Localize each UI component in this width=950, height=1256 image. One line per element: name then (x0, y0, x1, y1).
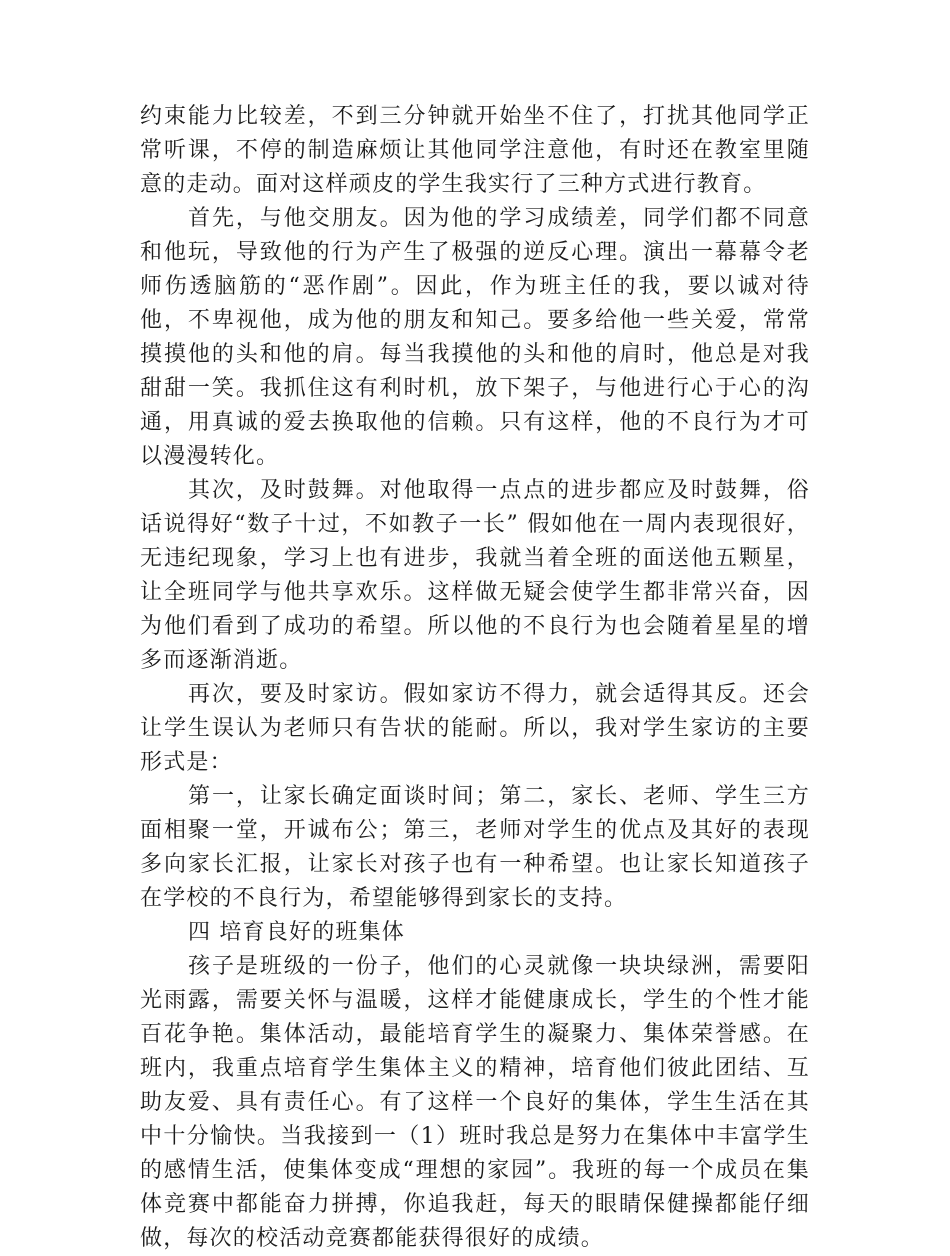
paragraph-visit-steps: 第一，让家长确定面谈时间；第二，家长、老师、学生三方面相聚一堂，开诚布公；第三，老师对学生的优点及其好的表现多向家长汇报，让家长对孩子也有一种希望。也让家长知道孩子在学校的不良行为，希望能够得到家长的支持。 (140, 784, 810, 911)
paragraph-home-visit: 再次，要及时家访。假如家访不得力，就会适得其反。还会让学生误认为老师只有告状的能耐。所以，我对学生家访的主要形式是： (140, 682, 810, 775)
paragraph-class-collective: 孩子是班级的一份子，他们的心灵就像一块块绿洲，需要阳光雨露，需要关怀与温暖，这样才能健康成长，学生的个性才能百花争艳。集体活动，最能培育学生的凝聚力、集体荣誉感。在班内，我重点培育学生集体主义的精神，培育他们彼此团结、互助友爱、具有责任心。有了这样一个良好的集体，学生生活在其中十分愉快。当我接到一（1）班时我总是努力在集体中丰富学生的感情生活，使集体变成“理想的家园”。我班的每一个成员在集体竞赛中都能奋力拼搏，你追我赶，每天的眼睛保健操都能仔细做，每次的校活动竞赛都能获得很好的成绩。 (140, 954, 810, 1251)
paragraph-continuation: 约束能力比较差，不到三分钟就开始坐不住了，打扰其他同学正常听课，不停的制造麻烦让其他同学注意他，有时还在教室里随意的走动。面对这样顽皮的学生我实行了三种方式进行教育。 (140, 104, 810, 197)
paragraph-make-friends: 首先，与他交朋友。因为他的学习成绩差，同学们都不同意和他玩，导致他的行为产生了极强的逆反心理。演出一幕幕令老师伤透脑筋的“恶作剧”。因此，作为班主任的我，要以诚对待他，不卑视他，成为他的朋友和知己。要多给他一些关爱，常常摸摸他的头和他的肩。每当我摸他的头和他的肩时，他总是对我甜甜一笑。我抓住这有利时机，放下架子，与他进行心于心的沟通，用真诚的爱去换取他的信赖。只有这样，他的不良行为才可以漫漫转化。 (140, 206, 810, 469)
section-heading: 四 培育良好的班集体 (188, 920, 405, 945)
document-body (140, 100, 810, 1256)
paragraph-encourage: 其次，及时鼓舞。对他取得一点点的进步都应及时鼓舞，俗话说得好“数子十过，不如教子一长” 假如他在一周内表现很好，无违纪现象，学习上也有进步，我就当着全班的面送他五颗星，让全班同学与他共享欢乐。这样做无疑会使学生都非常兴奋，因为他们看到了成功的希望。所以他的不良行为也会随着星星的增多而逐渐消逝。 (140, 478, 810, 673)
